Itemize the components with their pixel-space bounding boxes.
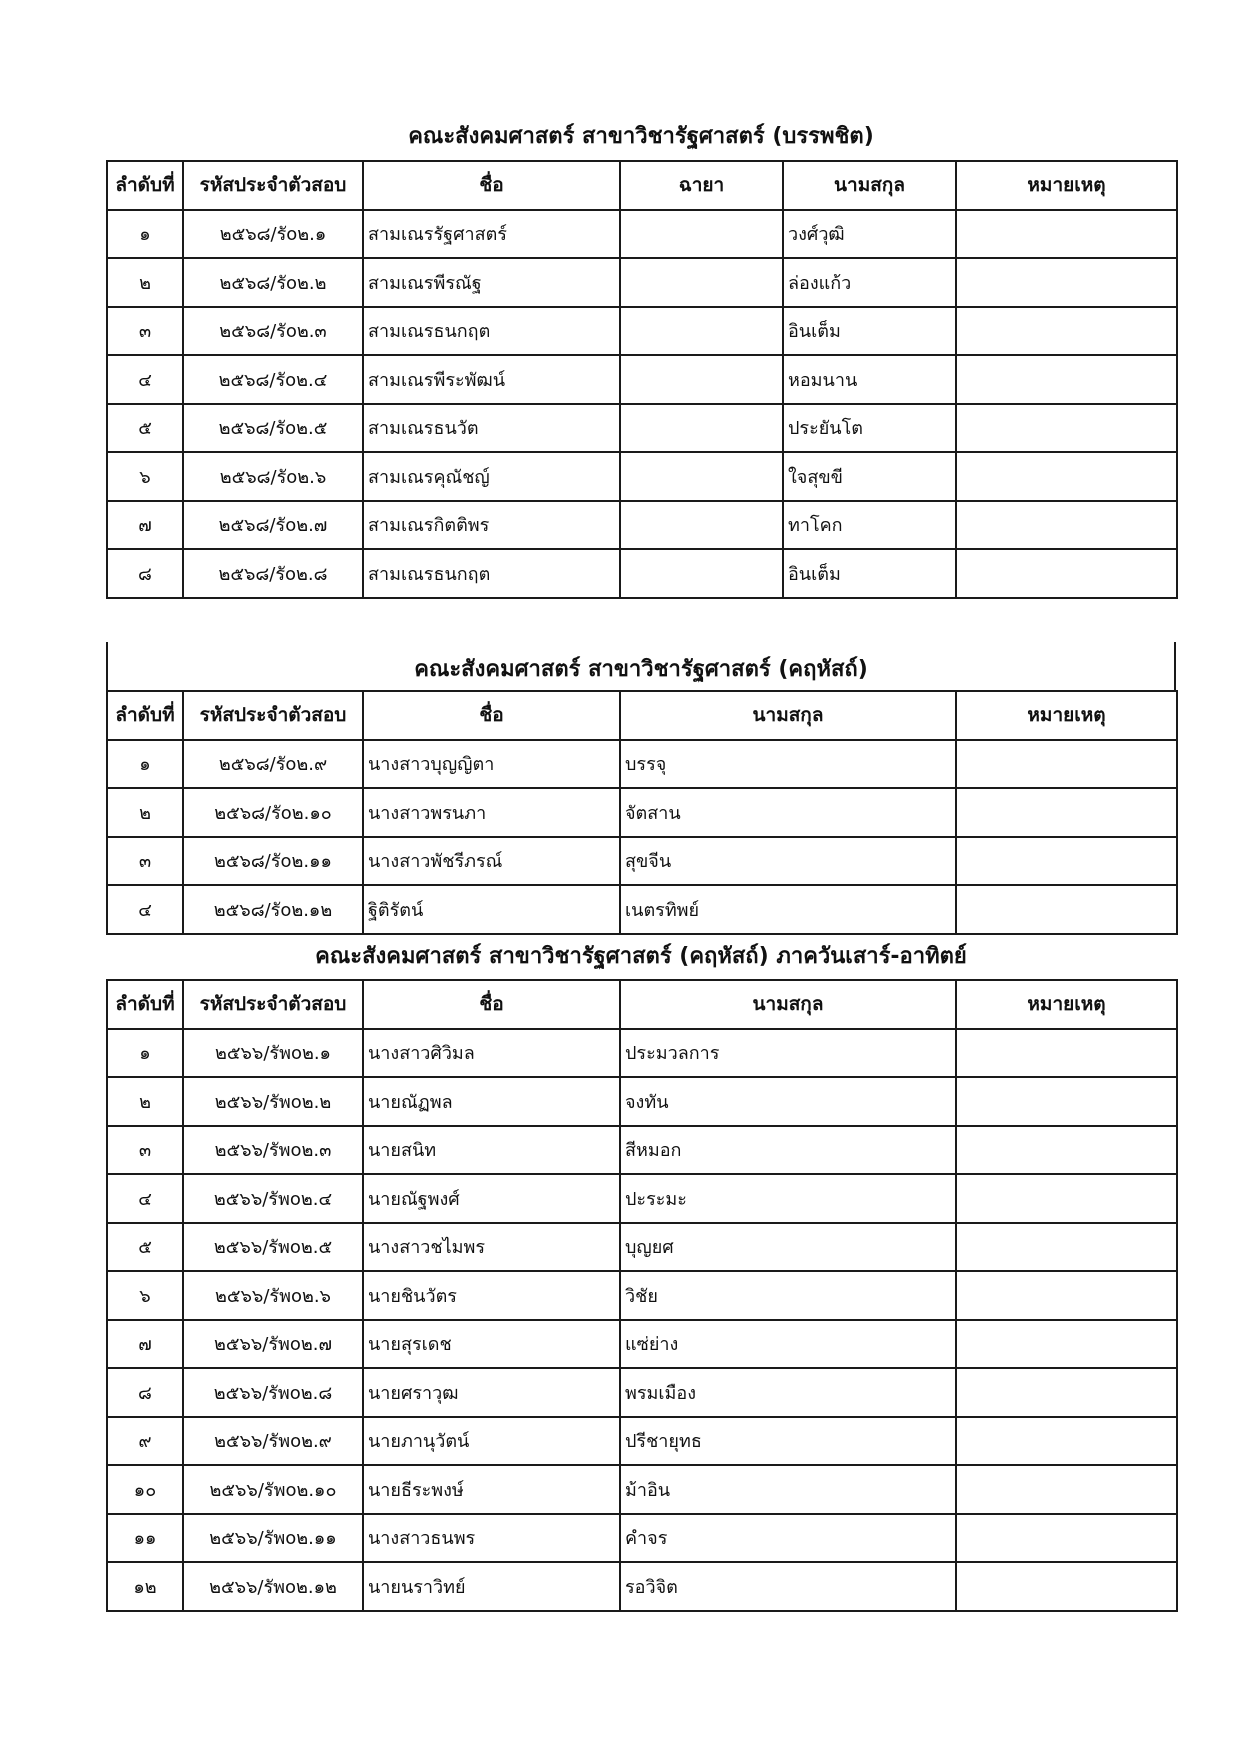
cell-name: นายธีระพงษ์ (363, 1465, 620, 1514)
roster-table-monastic (106, 160, 1178, 599)
table-row (107, 1223, 1177, 1272)
table-row (107, 740, 1177, 789)
table-row (107, 307, 1177, 356)
cell-order: ๗ (107, 1320, 183, 1369)
cell-name: นายสุรเดช (363, 1320, 620, 1369)
header-exam-id: รหัสประจำตัวสอบ (183, 691, 363, 740)
cell-name: นายนราวิทย์ (363, 1562, 620, 1611)
table-row (107, 452, 1177, 501)
cell-name: นายณัฏพล (363, 1077, 620, 1126)
cell-remarks (956, 788, 1177, 837)
cell-remarks (956, 549, 1177, 598)
cell-order: ๔ (107, 355, 183, 404)
cell-surname: คำจร (620, 1514, 956, 1563)
cell-monastic-name (620, 404, 783, 453)
cell-surname: ปรีชายุทธ (620, 1417, 956, 1466)
cell-exam-id: ๒๕๖๖/รัพο๒.๕ (183, 1223, 363, 1272)
cell-exam-id: ๒๕๖๖/รัพο๒.๙ (183, 1417, 363, 1466)
cell-remarks (956, 1368, 1177, 1417)
table-row (107, 1271, 1177, 1320)
table-row (107, 501, 1177, 550)
cell-exam-id: ๒๕๖๖/รัพο๒.๖ (183, 1271, 363, 1320)
cell-remarks (956, 1320, 1177, 1369)
cell-remarks (956, 1271, 1177, 1320)
cell-remarks (956, 740, 1177, 789)
table-row (107, 788, 1177, 837)
cell-monastic-name (620, 355, 783, 404)
cell-remarks (956, 837, 1177, 886)
cell-name: นางสาวศิวิมล (363, 1029, 620, 1078)
cell-order: ๗ (107, 501, 183, 550)
cell-order: ๑๐ (107, 1465, 183, 1514)
cell-name: นายณัฐพงศ์ (363, 1174, 620, 1223)
cell-exam-id: ๒๕๖๘/รัο๒.๒ (183, 258, 363, 307)
header-order: ลำดับที่ (107, 161, 183, 210)
cell-exam-id: ๒๕๖๘/รัο๒.๗ (183, 501, 363, 550)
cell-order: ๓ (107, 1126, 183, 1175)
cell-name: สามเณรพีระพัฒน์ (363, 355, 620, 404)
cell-name: สามเณรกิตติพร (363, 501, 620, 550)
table-row (107, 885, 1177, 934)
header-remarks: หมายเหตุ (956, 161, 1177, 210)
cell-order: ๓ (107, 307, 183, 356)
cell-name: ฐิติรัตน์ (363, 885, 620, 934)
cell-name: สามเณรธนกฤต (363, 307, 620, 356)
table-row (107, 1514, 1177, 1563)
table-row (107, 258, 1177, 307)
cell-order: ๑๒ (107, 1562, 183, 1611)
cell-remarks (956, 258, 1177, 307)
table-row (107, 1320, 1177, 1369)
cell-remarks (956, 1514, 1177, 1563)
cell-exam-id: ๒๕๖๖/รัพο๒.๑ (183, 1029, 363, 1078)
cell-remarks (956, 210, 1177, 259)
cell-name: นายภานุวัตน์ (363, 1417, 620, 1466)
cell-surname: ใจสุขขี (783, 452, 956, 501)
cell-monastic-name (620, 501, 783, 550)
cell-name: นางสาวธนพร (363, 1514, 620, 1563)
cell-order: ๔ (107, 1174, 183, 1223)
table-header-row (107, 691, 1177, 740)
cell-order: ๙ (107, 1417, 183, 1466)
table-row (107, 1368, 1177, 1417)
cell-name: นางสาวชไมพร (363, 1223, 620, 1272)
cell-surname: รอวิจิต (620, 1562, 956, 1611)
header-monastic-name: ฉายา (620, 161, 783, 210)
cell-exam-id: ๒๕๖๖/รัพο๒.๑๒ (183, 1562, 363, 1611)
cell-surname: จงทัน (620, 1077, 956, 1126)
cell-remarks (956, 1417, 1177, 1466)
cell-name: สามเณรคุณัชญ์ (363, 452, 620, 501)
table-row (107, 1029, 1177, 1078)
cell-remarks (956, 1562, 1177, 1611)
cell-surname: แซ่ย่าง (620, 1320, 956, 1369)
cell-remarks (956, 1465, 1177, 1514)
cell-surname: ล่องแก้ว (783, 258, 956, 307)
header-remarks: หมายเหตุ (956, 980, 1177, 1029)
table-row (107, 837, 1177, 886)
roster-table-layperson (106, 690, 1178, 935)
header-name: ชื่อ (363, 691, 620, 740)
cell-exam-id: ๒๕๖๘/รัο๒.๑๒ (183, 885, 363, 934)
cell-order: ๘ (107, 549, 183, 598)
cell-order: ๑ (107, 210, 183, 259)
table-header-row (107, 980, 1177, 1029)
cell-surname: ประยันโต (783, 404, 956, 453)
header-surname: นามสกุล (620, 691, 956, 740)
cell-name: สามเณรธนกฤต (363, 549, 620, 598)
table-row (107, 1174, 1177, 1223)
cell-surname: ปะระมะ (620, 1174, 956, 1223)
cell-surname: สุขจีน (620, 837, 956, 886)
cell-order: ๓ (107, 837, 183, 886)
header-order: ลำดับที่ (107, 691, 183, 740)
cell-monastic-name (620, 549, 783, 598)
cell-name: นายชินวัตร (363, 1271, 620, 1320)
section-title-layperson: คณะสังคมศาสตร์ สาขาวิชารัฐศาสตร์ (คฤหัสถ์) (414, 657, 868, 682)
cell-surname: ประมวลการ (620, 1029, 956, 1078)
cell-name: สามเณรพีรณัฐ (363, 258, 620, 307)
cell-exam-id: ๒๕๖๘/รัο๒.๑๑ (183, 837, 363, 886)
cell-surname: บุญยศ (620, 1223, 956, 1272)
cell-surname: จัตสาน (620, 788, 956, 837)
cell-monastic-name (620, 258, 783, 307)
cell-remarks (956, 1077, 1177, 1126)
cell-order: ๒ (107, 1077, 183, 1126)
table-header-row (107, 161, 1177, 210)
header-order: ลำดับที่ (107, 980, 183, 1029)
header-name: ชื่อ (363, 980, 620, 1029)
table-row (107, 1417, 1177, 1466)
cell-name: นายศราวุฒ (363, 1368, 620, 1417)
cell-name: นางสาวบุญญิตา (363, 740, 620, 789)
cell-remarks (956, 355, 1177, 404)
table-row (107, 549, 1177, 598)
cell-exam-id: ๒๕๖๘/รัο๒.๔ (183, 355, 363, 404)
cell-order: ๘ (107, 1368, 183, 1417)
cell-order: ๑๑ (107, 1514, 183, 1563)
cell-remarks (956, 1223, 1177, 1272)
cell-exam-id: ๒๕๖๘/รัο๒.๑๐ (183, 788, 363, 837)
cell-remarks (956, 404, 1177, 453)
cell-order: ๑ (107, 740, 183, 789)
cell-surname: บรรจุ (620, 740, 956, 789)
roster-table-weekend (106, 979, 1178, 1612)
cell-exam-id: ๒๕๖๖/รัพο๒.๓ (183, 1126, 363, 1175)
header-exam-id: รหัสประจำตัวสอบ (183, 980, 363, 1029)
table-row (107, 1562, 1177, 1611)
cell-surname: ทาโคก (783, 501, 956, 550)
cell-name: สามเณรธนวัต (363, 404, 620, 453)
cell-surname: เนตรทิพย์ (620, 885, 956, 934)
cell-surname: ม้าอิน (620, 1465, 956, 1514)
header-surname: นามสกุล (783, 161, 956, 210)
cell-exam-id: ๒๕๖๘/รัο๒.๖ (183, 452, 363, 501)
cell-name: นางสาวพัชรีภรณ์ (363, 837, 620, 886)
cell-exam-id: ๒๕๖๘/รัο๒.๘ (183, 549, 363, 598)
cell-remarks (956, 1126, 1177, 1175)
header-name: ชื่อ (363, 161, 620, 210)
cell-remarks (956, 1029, 1177, 1078)
table-row (107, 355, 1177, 404)
header-surname: นามสกุล (620, 980, 956, 1029)
cell-surname: พรมเมือง (620, 1368, 956, 1417)
cell-surname: วิชัย (620, 1271, 956, 1320)
table-row (107, 1126, 1177, 1175)
cell-monastic-name (620, 210, 783, 259)
table-row (107, 210, 1177, 259)
cell-exam-id: ๒๕๖๖/รัพο๒.๔ (183, 1174, 363, 1223)
cell-exam-id: ๒๕๖๖/รัพο๒.๒ (183, 1077, 363, 1126)
cell-surname: สีหมอก (620, 1126, 956, 1175)
cell-exam-id: ๒๕๖๖/รัพο๒.๑๑ (183, 1514, 363, 1563)
cell-order: ๔ (107, 885, 183, 934)
cell-exam-id: ๒๕๖๖/รัพο๒.๘ (183, 1368, 363, 1417)
cell-exam-id: ๒๕๖๘/รัο๒.๓ (183, 307, 363, 356)
cell-remarks (956, 885, 1177, 934)
cell-remarks (956, 501, 1177, 550)
table-row (107, 1465, 1177, 1514)
header-remarks: หมายเหตุ (956, 691, 1177, 740)
cell-order: ๕ (107, 1223, 183, 1272)
cell-order: ๒ (107, 788, 183, 837)
section-title-monastic: คณะสังคมศาสตร์ สาขาวิชารัฐศาสตร์ (บรรพชิต) (408, 124, 874, 149)
cell-name: สามเณรรัฐศาสตร์ (363, 210, 620, 259)
cell-surname: หอมนาน (783, 355, 956, 404)
section-title-weekend: คณะสังคมศาสตร์ สาขาวิชารัฐศาสตร์ (คฤหัสถ์) ภาควันเสาร์-อาทิตย์ (315, 944, 967, 969)
cell-exam-id: ๒๕๖๖/รัพο๒.๗ (183, 1320, 363, 1369)
cell-surname: อินเต็ม (783, 307, 956, 356)
cell-exam-id: ๒๕๖๖/รัพο๒.๑๐ (183, 1465, 363, 1514)
cell-order: ๒ (107, 258, 183, 307)
cell-surname: วงศ์วุฒิ (783, 210, 956, 259)
cell-monastic-name (620, 452, 783, 501)
cell-surname: อินเต็ม (783, 549, 956, 598)
cell-order: ๖ (107, 1271, 183, 1320)
cell-remarks (956, 1174, 1177, 1223)
cell-order: ๖ (107, 452, 183, 501)
cell-name: นางสาวพรนภา (363, 788, 620, 837)
cell-name: นายสนิท (363, 1126, 620, 1175)
cell-exam-id: ๒๕๖๘/รัο๒.๕ (183, 404, 363, 453)
cell-remarks (956, 307, 1177, 356)
cell-monastic-name (620, 307, 783, 356)
cell-exam-id: ๒๕๖๘/รัο๒.๙ (183, 740, 363, 789)
cell-remarks (956, 452, 1177, 501)
table-row (107, 404, 1177, 453)
cell-order: ๕ (107, 404, 183, 453)
header-exam-id: รหัสประจำตัวสอบ (183, 161, 363, 210)
cell-exam-id: ๒๕๖๘/รัο๒.๑ (183, 210, 363, 259)
table-row (107, 1077, 1177, 1126)
cell-order: ๑ (107, 1029, 183, 1078)
